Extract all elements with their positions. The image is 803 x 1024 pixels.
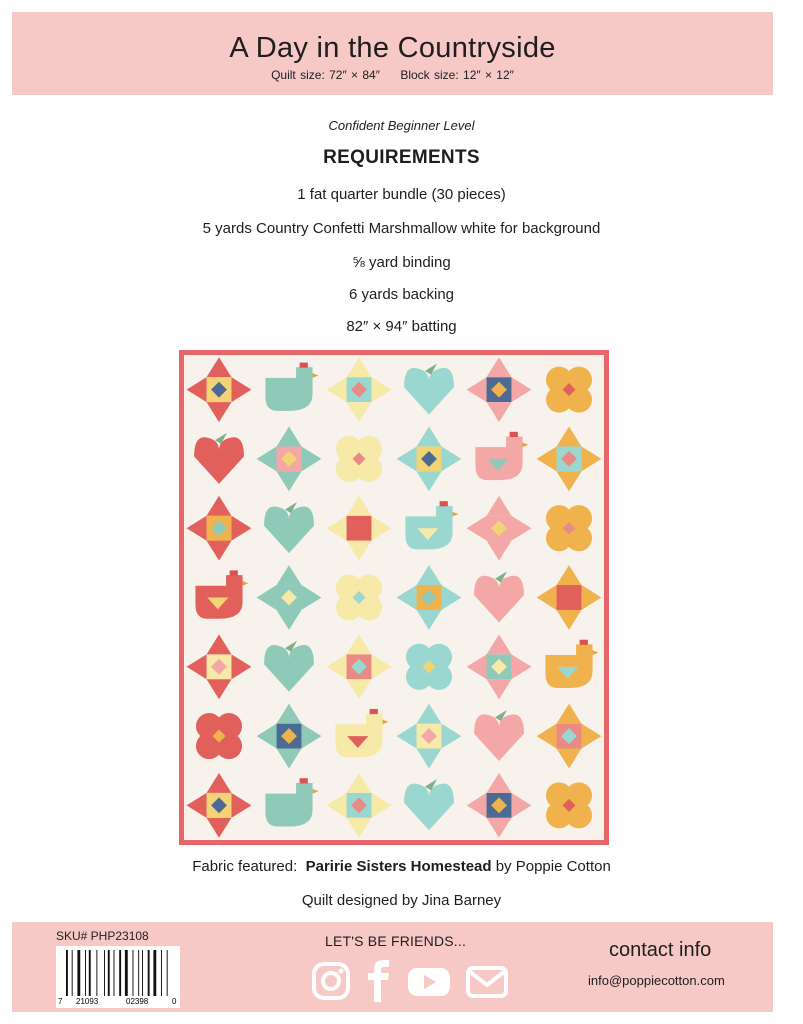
fabric-prefix: Fabric featured: — [192, 858, 298, 875]
requirements-heading: REQUIREMENTS — [323, 147, 480, 168]
barcode-digits-right: 02398 — [126, 997, 149, 1006]
barcode — [56, 946, 180, 1008]
fabric-suffix: by Poppie Cotton — [495, 858, 611, 875]
social-icons — [312, 960, 512, 1004]
requirement-item: ⅝ yard binding — [352, 254, 451, 271]
barcode-digit-check: 0 — [172, 997, 177, 1006]
quilt-image — [179, 350, 609, 845]
size-info — [12, 68, 773, 82]
requirement-item: 1 fat quarter bundle (30 pieces) — [297, 186, 506, 203]
header-banner — [12, 12, 773, 95]
quilt-block-flower — [406, 644, 452, 690]
requirement-item: 82″ × 94″ batting — [346, 318, 457, 335]
barcode-digits-left: 21093 — [76, 997, 99, 1006]
sku-label: SKU# PHP23108 — [56, 929, 149, 943]
requirement-item: 6 yards backing — [348, 286, 455, 303]
contact-title: contact info — [609, 939, 712, 961]
email-icon[interactable] — [468, 968, 506, 996]
quilt-block-flower — [546, 367, 592, 413]
requirement-item: 5 yards Country Confetti Marshmallow white for background — [202, 220, 601, 237]
facebook-icon[interactable] — [368, 960, 389, 1002]
footer-banner — [12, 922, 773, 1012]
contact-email[interactable]: info@poppiecotton.com — [588, 973, 725, 988]
quilt-block-flower — [196, 713, 242, 759]
youtube-icon[interactable] — [408, 968, 450, 996]
fabric-credit — [0, 858, 803, 875]
barcode-digit-first: 7 — [58, 997, 63, 1006]
block-size: Block size: 12″ × 12″ — [400, 68, 514, 82]
quilt-block-flower — [336, 574, 382, 620]
social-heading: LET'S BE FRIENDS... — [325, 933, 467, 949]
quilt-size: Quilt size: 72″ × 84″ — [271, 68, 380, 82]
quilt-block-flower — [336, 436, 382, 482]
quilt-illustration — [179, 350, 609, 845]
quilt-block-flower — [546, 505, 592, 551]
instagram-icon[interactable] — [314, 964, 348, 998]
barcode-bars — [56, 946, 180, 1008]
designer-credit: Quilt designed by Jina Barney — [301, 892, 502, 909]
fabric-name: Paririe Sisters Homestead — [305, 858, 492, 875]
page-title: A Day in the Countryside — [229, 32, 556, 64]
quilt-block-flower — [546, 782, 592, 828]
skill-level: Confident Beginner Level — [328, 118, 475, 133]
